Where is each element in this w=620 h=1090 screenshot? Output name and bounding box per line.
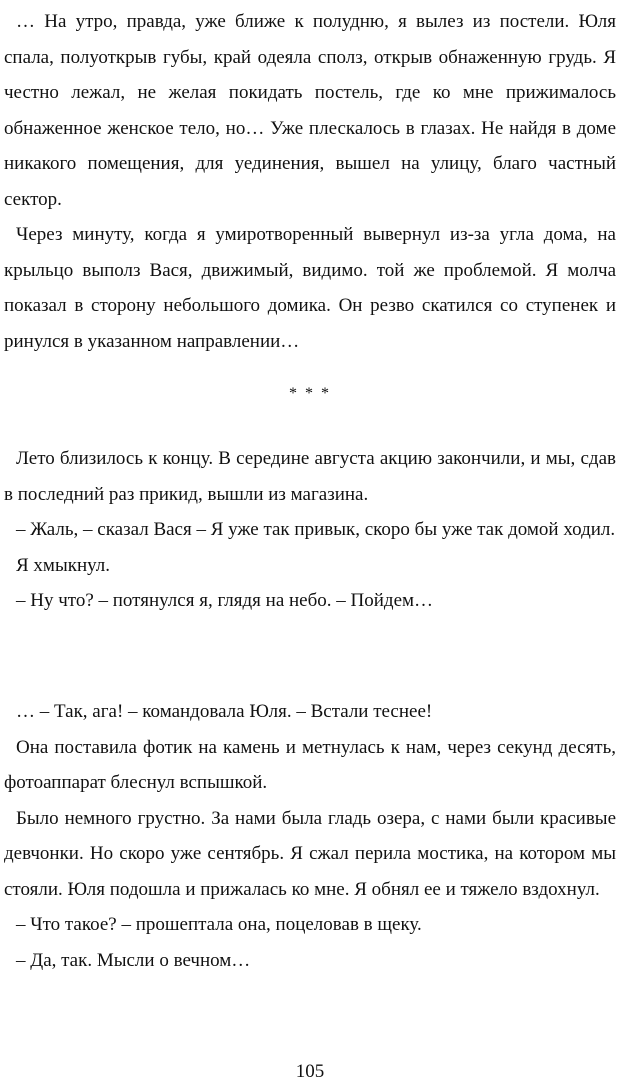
paragraph: Через минуту, когда я умиротворенный вывернул из-за угла дома, на крыльцо выполз Вася, движимый, видимо. той же проблемой. Я молча показал в сторону небольшого домика. Он резво скатился со ступенек и ринулся в указанном направлении…	[4, 224, 616, 352]
text-section-after-break	[4, 441, 616, 619]
paragraph: – Что такое? – прошептала она, поцеловав в щеку.	[16, 914, 422, 935]
paragraph: … – Так, ага! – командовала Юля. – Встали теснее!	[16, 701, 433, 722]
paragraph: Я хмыкнул.	[16, 554, 111, 576]
page-number: 105	[295, 1061, 325, 1082]
paragraph: – Ну что? – потянулся я, глядя на небо. – Пойдем…	[16, 590, 434, 611]
paragraph: – Жаль, – сказал Вася – Я уже так привык, скоро бы уже так домой ходил.	[16, 519, 616, 540]
scene-break: * * *	[289, 385, 331, 402]
text-section-lake	[4, 694, 616, 978]
paragraph: – Да, так. Мысли о вечном…	[16, 949, 251, 971]
paragraph: Лето близилось к концу. В середине августа акцию закончили, и мы, сдав в последний раз прикид, вышли из магазина.	[4, 448, 616, 505]
text-section-before-break	[4, 4, 616, 359]
paragraph: Было немного грустно. За нами была гладь озера, с нами были красивые девчонки. Но скоро уже сентябрь. Я сжал перила мостика, на котором мы стояли. Юля подошла и прижалась ко мне. Я обнял ее и тяжело вздохнул.	[4, 807, 616, 900]
paragraph: Она поставила фотик на камень и метнулась к нам, через секунд десять, фотоаппарат блеснул вспышкой.	[4, 736, 616, 793]
paragraph: … На утро, правда, уже ближе к полудню, я вылез из постели. Юля спала, полуоткрыв губы, край одеяла сполз, открыв обнаженную грудь. Я честно лежал, не желая покидать постель, где ко мне прижималось обнаженное женское тело, но… Уже плескалось в глазах. Не найдя в доме никакого помещения, для уединения, вышел на улицу, благо частный сектор.	[4, 11, 616, 210]
